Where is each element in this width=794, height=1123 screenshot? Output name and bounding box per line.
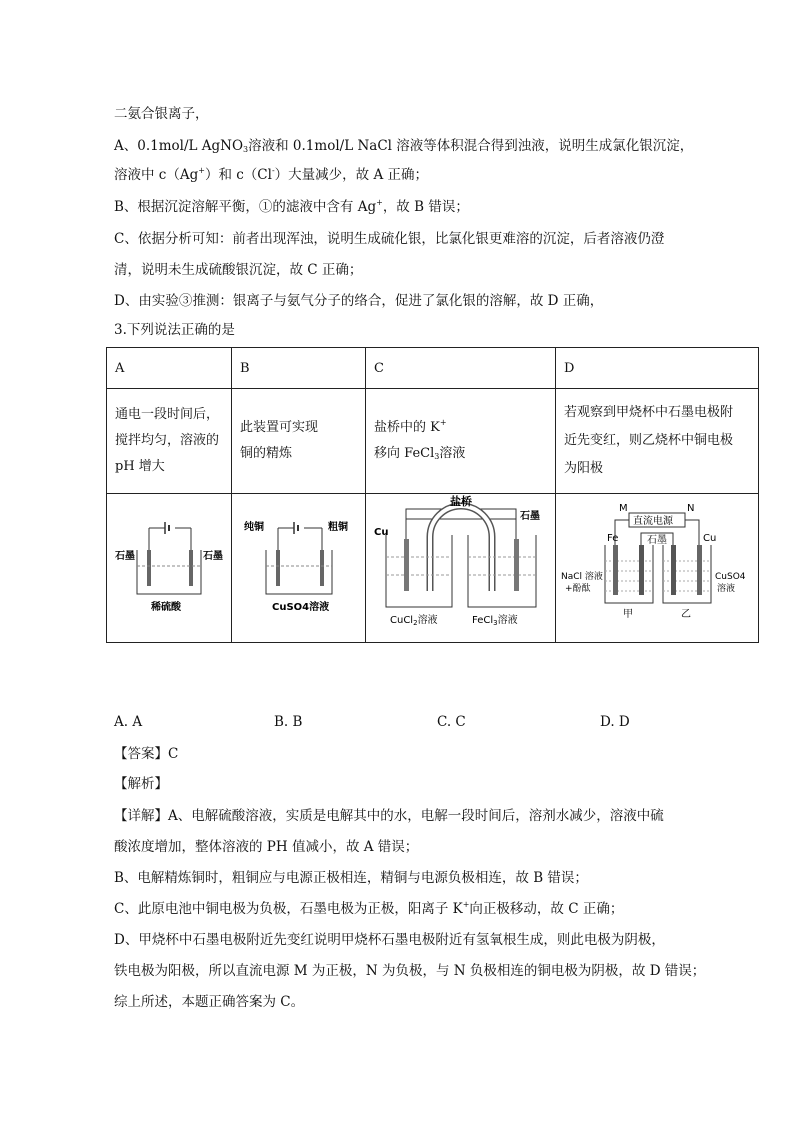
analysis-line xyxy=(114,899,623,919)
text-line xyxy=(114,136,693,156)
salt-bridge-label: 盐桥 xyxy=(449,494,472,508)
galvanic-cell-diagram-c xyxy=(372,495,550,635)
cell-line: pH 增大 xyxy=(115,459,165,474)
superscript: + xyxy=(198,166,205,175)
right-solution-label: FeCl$_3$溶液 xyxy=(471,614,518,627)
left-solution-label: NaCl 溶液 xyxy=(561,571,603,582)
text-line: C、依据分析可知：前者出现浑浊，说明生成硫化银，比氯化银更难溶的沉淀，后者溶液仍澄 xyxy=(114,231,665,247)
cell-d-text xyxy=(556,389,759,494)
subscript: 3 xyxy=(243,145,249,154)
cell-line xyxy=(374,441,547,467)
cu-electrode-label: Cu xyxy=(373,526,388,538)
table-header-row xyxy=(107,348,759,389)
power-supply-label: 直流电源 xyxy=(633,515,673,527)
cell-c-text xyxy=(366,389,556,494)
cell-line: 通电一段时间后， xyxy=(115,407,220,422)
fe-label: Fe xyxy=(607,532,619,544)
left-solution-label-2: +酚酞 xyxy=(565,583,591,594)
text-span: 移向 FeCl xyxy=(374,446,435,461)
text-span: B、根据沉淀溶解平衡，①的滤液中含有 Ag xyxy=(114,199,377,215)
analysis-line: D、甲烧杯中石墨电极附近先变红说明甲烧杯石墨电极附近有氢氧根生成，则此电极为阴极， xyxy=(114,932,665,948)
header-cell: A xyxy=(107,348,232,389)
question-table xyxy=(106,347,759,643)
text-line xyxy=(114,197,469,217)
text-span: 溶液和 0.1mol/L NaCl 溶液等体积混合得到浊液，说明生成氯化银沉淀， xyxy=(248,138,694,154)
cell-a-text xyxy=(107,389,232,494)
option-c: C. C xyxy=(437,714,466,730)
text-span: ）大量减少，故 A 正确； xyxy=(274,167,428,183)
analysis-summary: 综上所述，本题正确答案为 C。 xyxy=(114,994,305,1010)
cell-line: 为阳极 xyxy=(564,461,604,476)
left-electrode-label: 纯铜 xyxy=(243,521,264,533)
cell-line: 铜的精炼 xyxy=(240,446,293,461)
text-span: ，故 B 错误； xyxy=(382,199,469,215)
n-label: N xyxy=(687,502,695,514)
text-line xyxy=(114,165,428,185)
yi-label: 乙 xyxy=(681,608,691,620)
m-label: M xyxy=(619,502,628,514)
solution-label: 稀硫酸 xyxy=(151,601,181,613)
cell-line: 近先变红，则乙烧杯中铜电极 xyxy=(564,433,734,448)
analysis-line: 酸浓度增加，整体溶液的 PH 值减小，故 A 错误； xyxy=(114,839,419,855)
graphite-label: 石墨 xyxy=(647,534,667,546)
header-cell: D xyxy=(556,348,759,389)
analysis-line: 【详解】A、电解硫酸溶液，实质是电解其中的水，电解一段时间后，溶剂水减少，溶液中硫 xyxy=(114,808,664,824)
cell-line: 若观察到甲烧杯中石墨电极附 xyxy=(564,405,734,420)
jia-label: 甲 xyxy=(623,608,633,620)
text-line: 清，说明未生成硫酸银沉淀，故 C 正确； xyxy=(114,262,363,278)
superscript: + xyxy=(376,198,383,207)
analysis-line: B、电解精炼铜时，粗铜应与电源正极相连，精铜与电源负极相连，故 B 错误； xyxy=(114,870,588,886)
series-electrolysis-diagram-d xyxy=(559,495,755,635)
electrolysis-diagram-b xyxy=(236,510,362,620)
cell-b-text xyxy=(232,389,366,494)
text-span: 溶液中 c（Ag xyxy=(114,167,199,183)
question-title: 3.下列说法正确的是 xyxy=(114,322,235,338)
right-solution-label: CuSO4 xyxy=(715,571,746,582)
solution-label: CuSO4溶液 xyxy=(271,601,329,613)
cell-b-diagram xyxy=(232,494,366,643)
header-cell: C xyxy=(366,348,556,389)
text-span: ）和 c（Cl xyxy=(204,167,272,183)
cu-label: Cu xyxy=(703,532,717,544)
superscript: + xyxy=(439,418,447,427)
answer-line: 【答案】C xyxy=(114,746,179,762)
text-span: A、0.1mol/L AgNO xyxy=(114,138,244,154)
right-electrode-label: 石墨 xyxy=(203,550,223,562)
right-solution-label-2: 溶液 xyxy=(717,583,736,594)
text-line: 二氨合银离子， xyxy=(114,106,209,122)
option-b: B. B xyxy=(274,714,303,730)
text-span: 溶液 xyxy=(439,446,466,461)
cell-line: 搅拌均匀，溶液的 xyxy=(115,433,220,448)
cell-c-diagram xyxy=(366,494,556,643)
text-line: D、由实验③推测：银离子与氨气分子的络合，促进了氯化银的溶解，故 D 正确， xyxy=(114,293,604,309)
analysis-title: 【解析】 xyxy=(114,776,168,792)
option-a: A. A xyxy=(114,714,143,730)
superscript: - xyxy=(271,166,275,175)
cell-a-diagram xyxy=(107,494,232,643)
graphite-electrode-label: 石墨 xyxy=(519,510,540,522)
subscript: 3 xyxy=(434,452,440,461)
table-text-row xyxy=(107,389,759,494)
header-cell: B xyxy=(232,348,366,389)
cell-d-diagram xyxy=(556,494,759,643)
electrolysis-diagram-a xyxy=(109,510,229,620)
cell-line: 此装置可实现 xyxy=(240,420,319,435)
cell-line xyxy=(374,415,547,441)
text-span: 盐桥中的 K xyxy=(374,420,440,435)
left-solution-label: CuCl$_2$溶液 xyxy=(389,614,438,627)
option-d: D. D xyxy=(600,714,630,730)
right-electrode-label: 粗铜 xyxy=(327,521,348,533)
text-span: 向正极移动，故 C 正确； xyxy=(469,901,624,917)
superscript: + xyxy=(462,900,470,909)
text-span: C、此原电池中铜电极为负极，石墨电极为正极，阳离子 K xyxy=(114,901,463,917)
table-diagram-row xyxy=(107,494,759,643)
analysis-line: 铁电极为阳极，所以直流电源 M 为正极，N 为负极，与 N 负极相连的铜电极为阴极，故 D 错误； xyxy=(114,963,706,979)
left-electrode-label: 石墨 xyxy=(115,550,135,562)
